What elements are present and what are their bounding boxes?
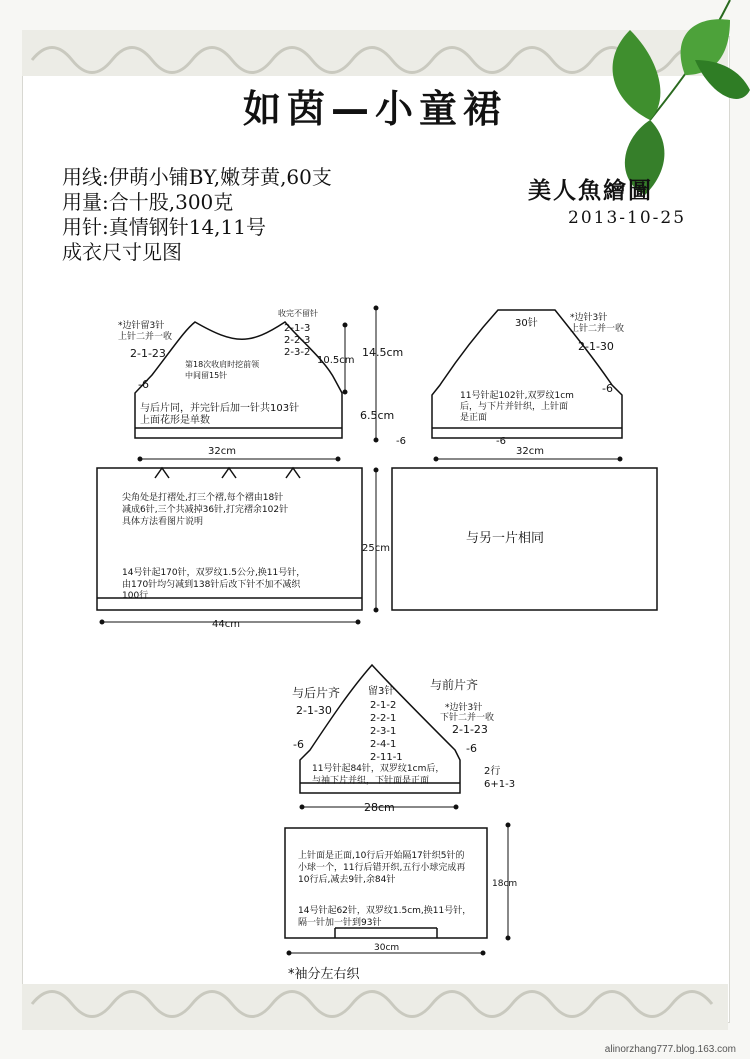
- back-height-top: 10.5cm: [317, 355, 355, 366]
- author-signature: 美人魚繪圖: [528, 177, 653, 204]
- front-top-count: 30针: [515, 318, 538, 329]
- size-line: 成衣尺寸见图: [62, 240, 182, 264]
- back-height-bottom: 6.5cm: [360, 409, 395, 422]
- sleeve-lower-note-4: 14号针起62针，双罗纹1.5cm,换11号针，: [298, 906, 472, 916]
- amount-line: 用量:合十股,300克: [62, 190, 234, 214]
- skirt-height: 25cm: [362, 543, 390, 554]
- front-edge-note-2: 上针二并一收: [570, 324, 625, 334]
- date-stamp: 2013-10-25: [568, 208, 687, 228]
- sleeve-side-note: *袖分左右织: [288, 967, 360, 982]
- sleeve-body-note-1: 11号针起84针，双罗纹1cm后，: [312, 764, 445, 774]
- sleeve-lower-width: 30cm: [374, 943, 400, 953]
- sleeve-rule-3: 2-3-1: [370, 726, 397, 737]
- back-neck-center-1: 第18次收肩时挖前领: [185, 360, 260, 369]
- sleeve-left-rule: 2-1-30: [296, 704, 332, 717]
- back-right-minus: -6: [396, 436, 406, 447]
- needles-line: 用针:真情钢针14,11号: [62, 215, 266, 239]
- page-title: 如茵—小童裙: [242, 87, 507, 131]
- yarn-line: 用线:伊萌小铺BY,嫩芽黄,60支: [62, 165, 332, 189]
- front-width: 32cm: [516, 446, 544, 457]
- back-neck-rule-1: 2-1-3: [284, 323, 311, 334]
- sleeve-rule-2: 2-2-1: [370, 713, 397, 724]
- sleeve-center-keep: 留3针: [368, 686, 395, 697]
- sleeve-lower-note-2: 小球一个，11行后错开织,五行小球完成再: [298, 863, 466, 873]
- skirt-note-1: 尖角处是打褶处,打三个褶,每个褶由18针: [122, 493, 284, 503]
- sleeve-lower-note-1: 上针面是正面,10行后开始隔17针织5针的: [298, 851, 465, 861]
- back-neck-note: 收完不留针: [278, 309, 318, 318]
- front-body-note-3: 是正面: [460, 413, 488, 423]
- sleeve-left-minus: -6: [293, 738, 304, 751]
- sleeve-edge-note-2: 下针二并一收: [440, 713, 495, 723]
- sleeve-plus: 6+1-3: [484, 779, 516, 790]
- sleeve-edge-note-1: *边针3针: [445, 703, 483, 713]
- sleeve-right-minus: -6: [466, 742, 477, 755]
- front-edge-note-1: *边针3针: [570, 313, 608, 323]
- skirt-note-5: 由170针均匀减到138针后改下针不加不减织: [122, 580, 301, 590]
- skirt-note-6: 100行: [122, 591, 149, 601]
- sleeve-lower-note-5: 隔一针加一针到93针: [298, 918, 382, 928]
- front-body-note-2: 后，与下片并针织，上针面: [460, 402, 569, 412]
- skirt-note-3: 具体方法看图片说明: [122, 517, 204, 527]
- back-edge-note-2: 上针二并一收: [118, 332, 173, 342]
- sleeve-right-rule: 2-1-23: [452, 723, 488, 736]
- skirt-right-note: 与另一片相同: [466, 531, 545, 546]
- sleeve-lower-note-3: 10行后,减去9针,余84针: [298, 875, 396, 885]
- back-neck-rule-3: 2-3-2: [284, 347, 311, 358]
- sleeve-body-note-2: 与袖下片并织，下针面是正面: [312, 776, 430, 786]
- sleeve-rule-5: 2-11-1: [370, 752, 403, 763]
- sleeve-rows: 2行: [484, 766, 501, 777]
- back-left-rule: 2-1-23: [130, 347, 166, 360]
- skirt-note-2: 减成6针,三个共减掉36针,打完褶余102针: [122, 505, 289, 515]
- back-width: 32cm: [208, 446, 236, 457]
- skirt-width: 44cm: [212, 619, 240, 630]
- sleeve-cap-width: 28cm: [364, 801, 395, 814]
- front-right-rule: 2-1-30: [578, 340, 614, 353]
- sleeve-lower-height: 18cm: [492, 879, 518, 889]
- skirt-note-4: 14号针起170针，双罗纹1.5公分,换11号针，: [122, 568, 306, 578]
- back-edge-note-1: *边针留3针: [118, 321, 165, 331]
- sleeve-left-label: 与后片齐: [292, 686, 341, 700]
- back-body-note-2: 上面花形是单数: [140, 415, 210, 426]
- sleeve-right-label: 与前片齐: [430, 678, 479, 692]
- watermark: alinorzhang777.blog.163.com: [604, 1044, 736, 1055]
- back-body-note-1: 与后片同，并完针后加一针共103针: [140, 403, 300, 414]
- back-height-total: 14.5cm: [362, 346, 404, 359]
- sleeve-rule-1: 2-1-2: [370, 700, 397, 711]
- front-body-note-1: 11号针起102针,双罗纹1cm: [460, 391, 574, 401]
- front-bottom-minus: -6: [496, 436, 506, 447]
- sleeve-rule-4: 2-4-1: [370, 739, 397, 750]
- back-neck-center-2: 中间留15针: [185, 371, 228, 380]
- front-right-minus: -6: [602, 382, 613, 395]
- back-left-minus: -6: [138, 378, 149, 391]
- back-neck-rule-2: 2-2-3: [284, 335, 311, 346]
